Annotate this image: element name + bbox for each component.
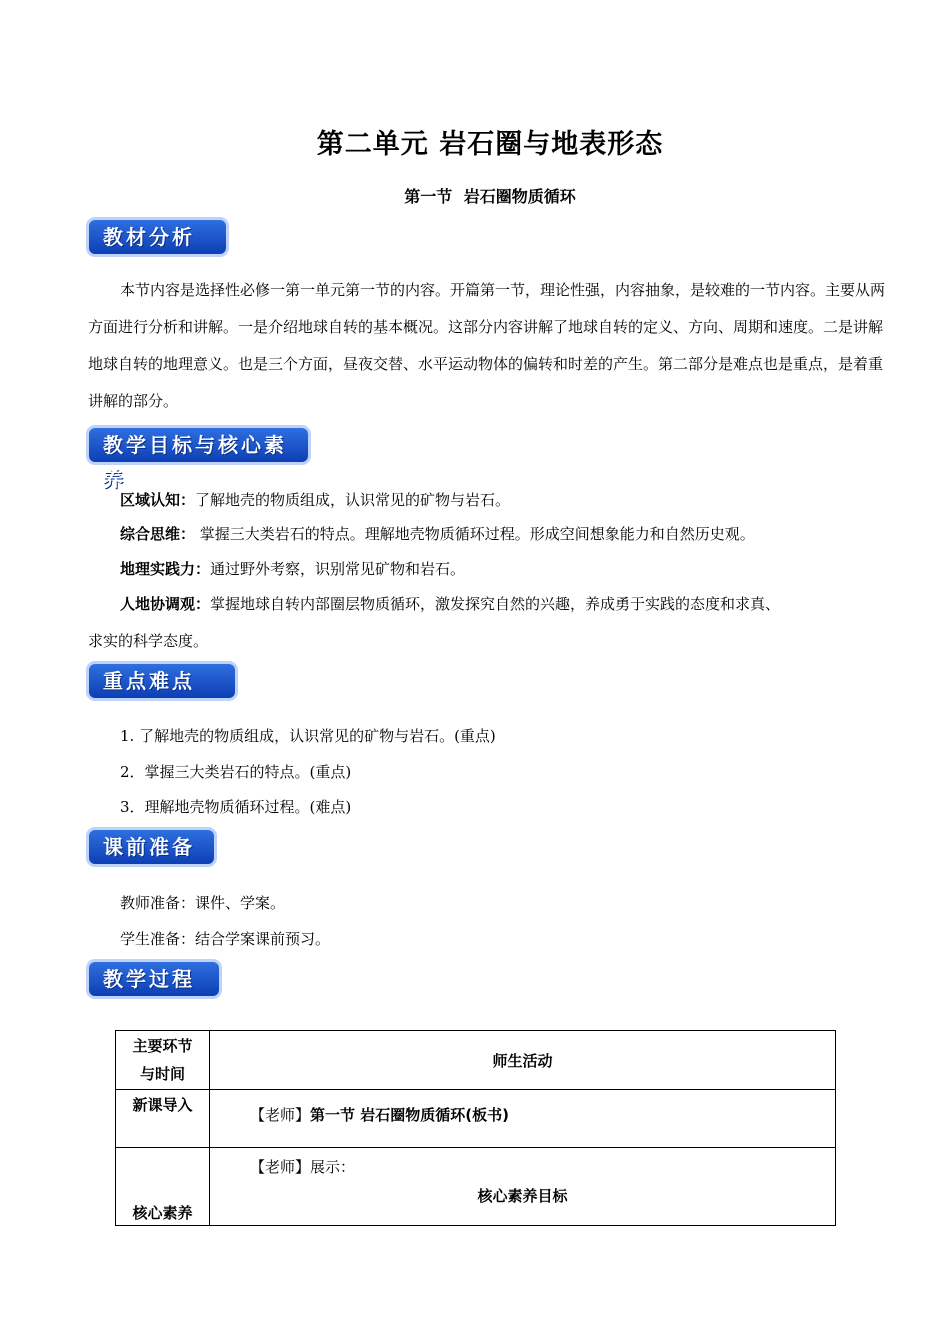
key-point-item: 2．掌握三大类岩石的特点。(重点) [120,763,352,781]
goal-text: 通过野外考察，识别常见矿物和岩石。 [210,560,466,578]
header-stage-line1: 主要环节 [132,1037,193,1055]
table-header-row [116,1031,836,1090]
table-row [116,1090,836,1148]
process-table [115,1030,836,1226]
analysis-paragraph: 本节内容是选择性必修一第一单元第一节的内容。开篇第一节，理论性强，内容抽象，是较难的一节内容。主要从两方面进行分析和讲解。一是介绍地球自转的基本概况。这部分内容讲解了地球自转的定义、方向、周期和速度。二是讲解地球自转的地理意义。也是三个方面，昼夜交替、水平运动物体的偏转和时差的产生。第二部分是难点也是重点，是着重讲解的部分。 [88,281,886,410]
goal-label: 地理实践力： [120,560,211,578]
section-badge-goals: 教学目标与核心素养 [89,428,308,462]
prep-item: 学生准备：结合学案课前预习。 [120,930,331,948]
activity-line [250,1156,835,1177]
goal-text: 了解地壳的物质组成，认识常见的矿物与岩石。 [195,491,511,509]
section-badge-prep: 课前准备 [89,830,214,864]
goal-continuation: 求实的科学态度。 [88,632,209,650]
header-cell-stage [116,1031,210,1090]
goal-text: 掌握三大类岩石的特点。理解地壳物质循环过程。形成空间想象能力和自然历史观。 [195,525,755,543]
goal-item [120,593,780,614]
section-badge-process: 教学过程 [89,962,219,996]
key-point-item: 3．理解地壳物质循环过程。(难点) [120,798,352,816]
goal-item [120,489,510,510]
prep-item: 教师准备：课件、学案。 [120,894,286,912]
page-subtitle: 第一节 岩石圈物质循环 [404,187,576,206]
goal-label: 综合思维： [120,525,196,543]
goal-text: 掌握地球自转内部圈层物质循环，激发探究自然的兴趣，养成勇于实践的态度和求真、 [210,595,781,613]
activity-text: 展示： [310,1158,356,1176]
goal-label: 人地协调观： [120,595,211,613]
goal-item [120,523,755,544]
teacher-tag: 【老师】 [250,1158,311,1176]
activity-text: 第一节 岩石圈物质循环(板书) [310,1106,509,1124]
row-activity-cell [210,1090,836,1148]
section-badge-analysis: 教材分析 [89,220,226,254]
goal-item [120,558,465,579]
table-row [116,1148,836,1226]
section-badge-key-points: 重点难点 [89,664,235,698]
row-activity-cell [210,1148,836,1226]
row-stage-cell: 新课导入 [116,1090,210,1148]
row-stage-cell: 核心素养 [116,1148,210,1226]
key-point-item: 1. 了解地壳的物质组成，认识常见的矿物与岩石。(重点) [120,727,496,745]
page-title: 第二单元 岩石圈与地表形态 [316,129,664,160]
activity-center-heading: 核心素养目标 [477,1187,568,1205]
header-cell-activity: 师生活动 [210,1031,836,1090]
goal-label: 区域认知： [120,491,196,509]
header-stage-line2: 与时间 [139,1065,185,1083]
teacher-tag: 【老师】 [250,1106,311,1124]
